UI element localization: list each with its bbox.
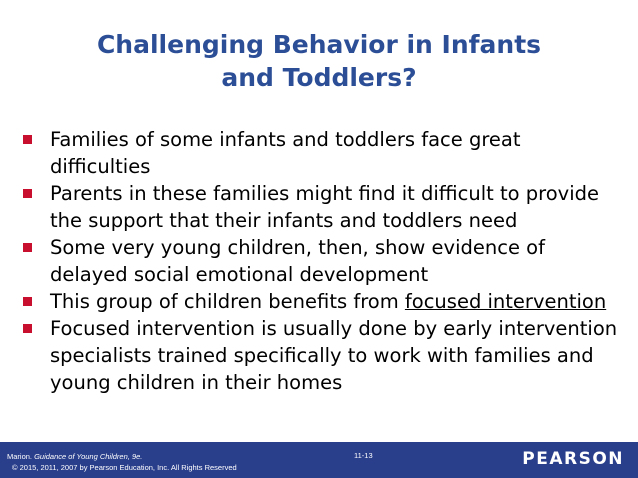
bullet-item <box>23 180 623 234</box>
footer-author: Marion. <box>7 452 35 461</box>
bullet-item <box>23 288 623 315</box>
footer-citation <box>7 452 142 461</box>
square-bullet-icon <box>23 135 32 144</box>
bullet-text: Focused intervention is usually done by early intervention specialists trained specifically to work with families and young children in their homes <box>50 317 618 394</box>
bullet-text: Parents in these families might find it difficult to provide the support that their infants and toddlers need <box>50 182 599 232</box>
square-bullet-icon <box>23 189 32 198</box>
square-bullet-icon <box>23 324 32 333</box>
bullet-item <box>23 234 623 288</box>
focused-intervention-link[interactable]: focused intervention <box>404 290 607 313</box>
bullet-list <box>23 126 623 396</box>
pearson-logo: PEARSON <box>522 449 624 469</box>
footer-book-title: Guidance of Young Children, 9e. <box>34 452 143 461</box>
bullet-item <box>23 315 623 396</box>
slide-title-line1: Challenging Behavior in Infants <box>96 30 542 59</box>
bullet-text: Some very young children, then, show evidence of delayed social emotional development <box>50 236 545 286</box>
footer-bar <box>0 442 638 478</box>
square-bullet-icon <box>23 243 32 252</box>
page-number: 11-13 <box>354 451 373 460</box>
square-bullet-icon <box>23 297 32 306</box>
footer-copyright: © 2015, 2011, 2007 by Pearson Education, Inc. All Rights Reserved <box>12 463 237 472</box>
bullet-text: This group of children benefits from <box>50 290 405 313</box>
bullet-text: Families of some infants and toddlers face great difficulties <box>50 128 521 178</box>
slide-title-line2: and Toddlers? <box>221 63 417 92</box>
bullet-item <box>23 126 623 180</box>
slide-title <box>0 28 638 94</box>
